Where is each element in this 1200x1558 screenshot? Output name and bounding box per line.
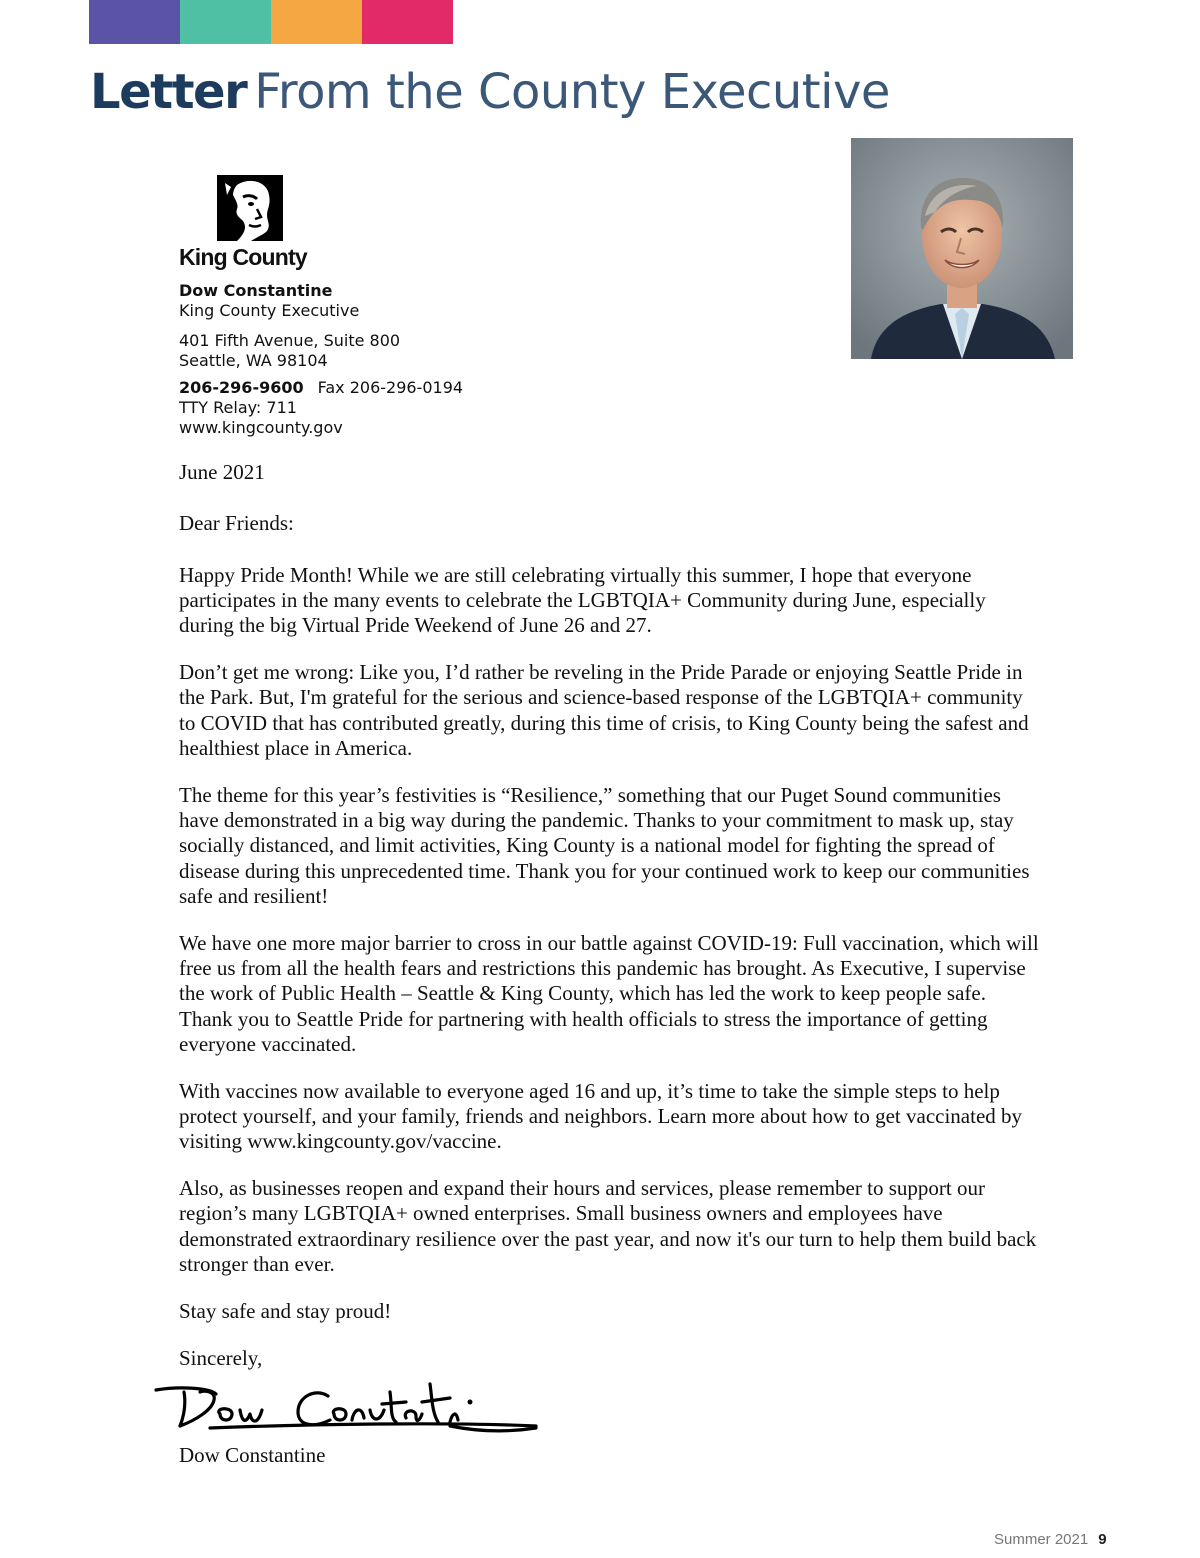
contact-fax: Fax 206-296-0194 — [317, 378, 464, 397]
contact-name: Dow Constantine — [179, 281, 333, 300]
contact-website[interactable]: www.kingcounty.gov — [179, 418, 343, 437]
page-footer — [994, 1531, 1107, 1548]
color-bar — [89, 0, 453, 44]
contact-title: King County Executive — [179, 301, 360, 320]
footer-page-number: 9 — [1098, 1531, 1107, 1548]
contact-address-line1: 401 Fifth Avenue, Suite 800 — [179, 331, 401, 350]
letter-paragraph-4: We have one more major barrier to cross in our battle against COVID-19: Full vaccination, which will free us from all the health fears and restrictions this pandemic has brought. As Executive, I supervise the work of Public Health – Seattle & King County, which has led the work to keep people safe. Thank you to Seattle Pride for partnering with health officials to stress the importance of getting everyone vaccinated. — [179, 930, 1039, 1056]
color-bar-pink — [362, 0, 453, 44]
page-title-light: From the County Executive — [254, 64, 890, 120]
contact-address-line2: Seattle, WA 98104 — [179, 351, 328, 370]
letter-date: June 2021 — [179, 460, 265, 484]
letter-body — [179, 460, 1039, 1371]
contact-block — [179, 281, 463, 438]
contact-phone: 206-296-9600 — [179, 378, 304, 397]
color-bar-teal — [180, 0, 271, 44]
footer-issue: Summer 2021 — [994, 1531, 1089, 1548]
letter-paragraph-1: Happy Pride Month! While we are still celebrating virtually this summer, I hope that everyone participates in the many events to celebrate the LGBTQIA+ Community during June, especially during the big Virtual Pride Weekend of June 26 and 27. — [179, 562, 986, 638]
contact-tty: TTY Relay: 711 — [179, 398, 297, 417]
color-bar-purple — [89, 0, 180, 44]
king-county-logo-text: King County — [179, 244, 307, 270]
letter-greeting: Dear Friends: — [179, 511, 294, 536]
signer-name: Dow Constantine — [179, 1443, 326, 1467]
page-title-bold: Letter — [90, 64, 247, 120]
letter-paragraph-3: The theme for this year’s festivities is “Resilience,” something that our Puget Sound communities have demonstrated in a big way during the pandemic. Thanks to your commitment to mask up, stay socially distanced, and limit activities, King County is a national model for fighting the spread of disease during this unprecedented time. Thank you for your continued work to keep our communities safe and resilient! — [179, 782, 1030, 908]
contact-phone-line — [179, 378, 463, 398]
letter-paragraph-5: With vaccines now available to everyone aged 16 and up, it’s time to take the simple steps to help protect yourself, and your family, friends and neighbors. Learn more about how to get vaccinated by visiting www.kingcounty.gov/vaccine. — [179, 1078, 1023, 1154]
color-bar-orange — [271, 0, 362, 44]
king-county-logo — [179, 175, 319, 271]
page-title — [90, 60, 890, 124]
letter-paragraph-2: Don’t get me wrong: Like you, I’d rather be reveling in the Pride Parade or enjoying Seattle Pride in the Park. But, I'm grateful for the serious and science-based response of the LGBTQIA+ community to COVID that has contributed greatly, during this time of crisis, to King County being the safest and healthiest place in America. — [179, 659, 1029, 760]
king-county-logo-icon — [217, 175, 283, 241]
letter-paragraph-7: Stay safe and stay proud! — [179, 1298, 392, 1323]
handwritten-signature — [150, 1380, 540, 1440]
letter-paragraph-6: Also, as businesses reopen and expand their hours and services, please remember to support our region’s many LGBTQIA+ owned enterprises. Small business owners and employees have demonstrated extraordinary resilience over the past year, and now it's our turn to help them build back stronger than ever. — [179, 1176, 1037, 1276]
letter-closing: Sincerely, — [179, 1345, 263, 1370]
portrait-photo — [851, 138, 1073, 359]
